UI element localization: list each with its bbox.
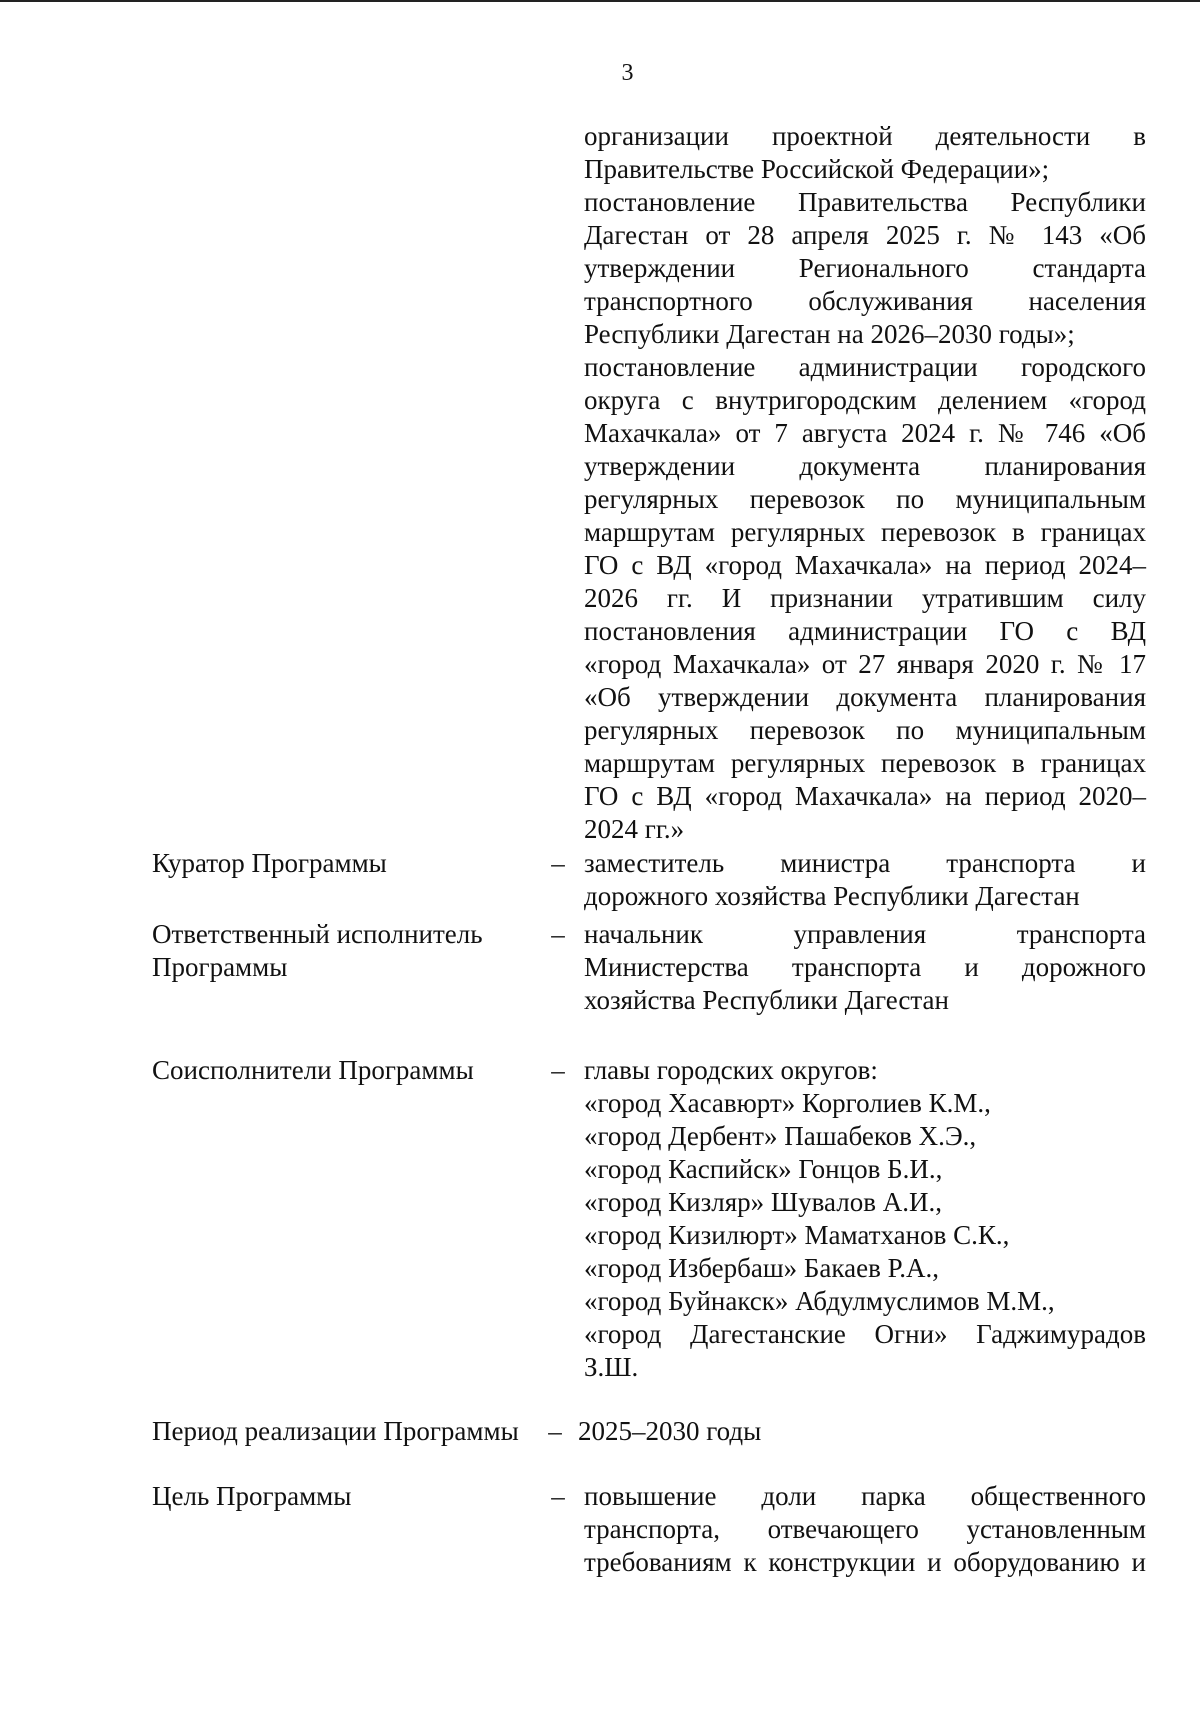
row-dash: – <box>551 848 565 878</box>
value-line: дорожного хозяйства Республики Дагестан <box>584 881 1080 911</box>
text-line: Махачкала» от 7 августа 2024 г. № 746 «Об <box>584 418 1146 448</box>
row-value <box>584 1054 1146 1384</box>
row-value <box>578 1415 1140 1448</box>
text-line: транспортного обслуживания населения <box>584 286 1146 316</box>
value-line: 2025–2030 годы <box>578 1416 762 1446</box>
text-line: маршрутам регулярных перевозок в границах <box>584 517 1146 547</box>
text-line: постановление администрации городского <box>584 352 1146 382</box>
text-line: постановления администрации ГО с ВД <box>584 616 1146 646</box>
value-line: начальник управления транспорта <box>584 919 1146 949</box>
label-line: Программы <box>152 952 288 982</box>
row-value <box>584 1480 1146 1579</box>
text-line: регулярных перевозок по муниципальным <box>584 715 1146 745</box>
row-dash: – <box>551 919 565 949</box>
row-label <box>152 1054 552 1087</box>
value-line: Министерства транспорта и дорожного <box>584 952 1146 982</box>
page-number: 3 <box>621 60 634 86</box>
label-line: Цель Программы <box>152 1481 352 1511</box>
value-line: «город Каспийск» Гонцов Б.И., <box>584 1154 943 1184</box>
text-line: «город Махачкала» от 27 января 2020 г. № 17 <box>584 649 1146 679</box>
label-line: Период реализации Программы <box>152 1416 519 1446</box>
row-value <box>584 918 1146 1017</box>
value-line: «город Хасавюрт» Корголиев К.М., <box>584 1088 991 1118</box>
text-line: регулярных перевозок по муниципальным <box>584 484 1146 514</box>
text-line: «Об утверждении документа планирования <box>584 682 1146 712</box>
value-line: требованиям к конструкции и оборудованию и <box>584 1547 1146 1577</box>
text-line: 2026 гг. И признании утратившим силу <box>584 583 1146 613</box>
text-line: ГО с ВД «город Махачкала» на период 2020– <box>584 781 1146 811</box>
text-line: организации проектной деятельности в <box>584 121 1146 151</box>
value-line: заместитель министра транспорта и <box>584 848 1146 878</box>
scan-top-edge <box>0 0 1200 2</box>
row-label <box>152 1415 552 1448</box>
row-dash: – <box>551 1055 565 1085</box>
label-line: Соисполнители Программы <box>152 1055 474 1085</box>
text-line: постановление Правительства Республики <box>584 187 1146 217</box>
text-line: ГО с ВД «город Махачкала» на период 2024– <box>584 550 1146 580</box>
label-line: Ответственный исполнитель <box>152 919 483 949</box>
value-line: «город Избербаш» Бакаев Р.А., <box>584 1253 939 1283</box>
value-line: «город Дербент» Пашабеков Х.Э., <box>584 1121 977 1151</box>
row-label <box>152 847 552 880</box>
label-line: Куратор Программы <box>152 848 387 878</box>
value-line: «город Буйнакск» Абдулмуслимов М.М., <box>584 1286 1055 1316</box>
row-label <box>152 1480 552 1513</box>
row-dash: – <box>548 1416 562 1446</box>
text-line: утверждении Регионального стандарта <box>584 253 1146 283</box>
text-line: Правительстве Российской Федерации»; <box>584 154 1050 184</box>
row-label <box>152 918 552 984</box>
value-line: «город Дагестанские Огни» Гаджимурадов <box>584 1319 1146 1349</box>
value-line: главы городских округов: <box>584 1055 878 1085</box>
continued-legal-basis-text <box>584 120 1146 846</box>
text-line: Республики Дагестан на 2026–2030 годы»; <box>584 319 1075 349</box>
row-dash: – <box>551 1481 565 1511</box>
value-line: хозяйства Республики Дагестан <box>584 985 949 1015</box>
value-line: З.Ш. <box>584 1352 639 1382</box>
value-line: транспорта, отвечающего установленным <box>584 1514 1146 1544</box>
text-line: округа с внутригородским делением «город <box>584 385 1146 415</box>
value-line: повышение доли парка общественного <box>584 1481 1146 1511</box>
text-line: утверждении документа планирования <box>584 451 1146 481</box>
text-line: Дагестан от 28 апреля 2025 г. № 143 «Об <box>584 220 1146 250</box>
value-line: «город Кизилюрт» Маматханов С.К., <box>584 1220 1010 1250</box>
value-line: «город Кизляр» Шувалов А.И., <box>584 1187 942 1217</box>
text-line: 2024 гг.» <box>584 814 685 844</box>
text-line: маршрутам регулярных перевозок в границах <box>584 748 1146 778</box>
row-value <box>584 847 1146 913</box>
